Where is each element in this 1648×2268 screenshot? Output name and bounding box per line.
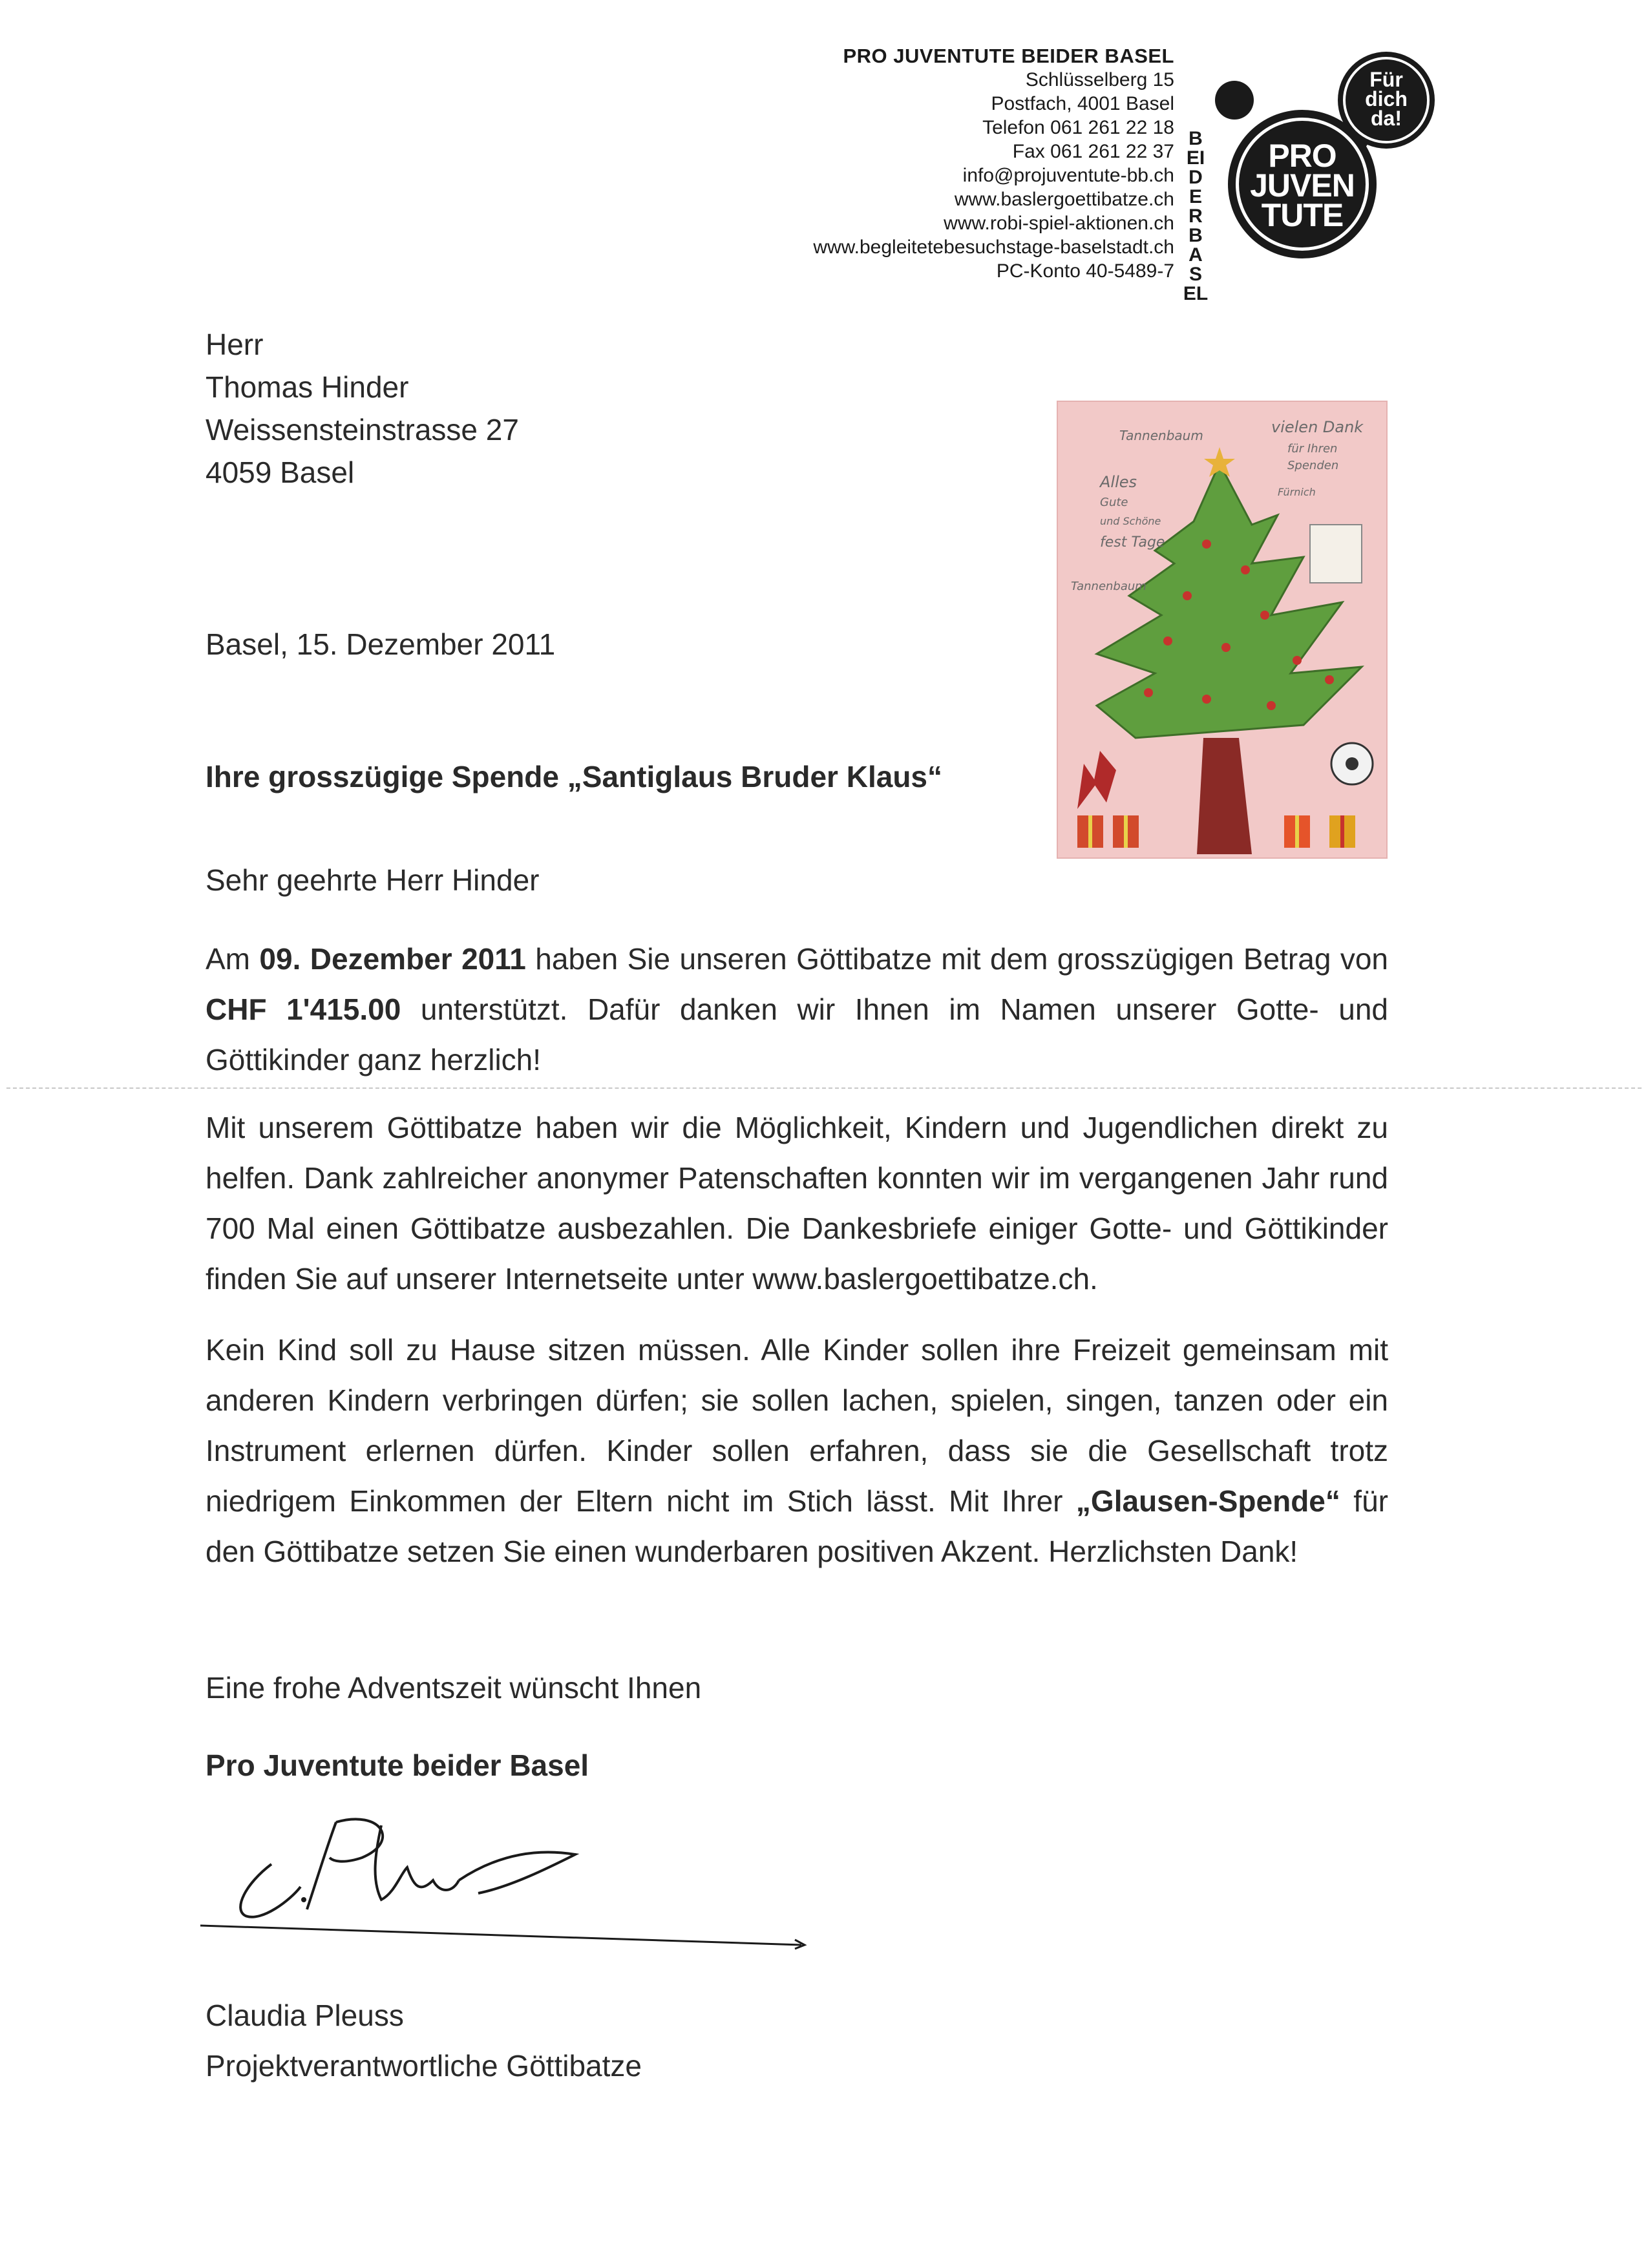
- handwritten-signature: [187, 1796, 834, 1951]
- closing: Eine frohe Adventszeit wünscht Ihnen: [206, 1671, 702, 1705]
- drawing-text: Gute: [1100, 496, 1128, 509]
- drawing-text: Spenden: [1287, 459, 1339, 472]
- letter-date: Basel, 15. Dezember 2011: [206, 627, 556, 661]
- logo-big-line: TUTE: [1261, 197, 1344, 233]
- salutation: Sehr geehrte Herr Hinder: [206, 863, 540, 897]
- address-line: Weissensteinstrasse 27: [206, 413, 519, 446]
- recipient-address: [206, 323, 519, 494]
- letterhead-line: Telefon 061 261 22 18: [982, 117, 1174, 138]
- letterhead-line: www.robi-spiel-aktionen.ch: [944, 213, 1174, 234]
- p1-amount: CHF 1'415.00: [206, 992, 401, 1026]
- letterhead-line: www.baslergoettibatze.ch: [954, 189, 1174, 210]
- logo-side-text: BEIDER BASEL: [1183, 128, 1209, 304]
- logo-small-line: da!: [1371, 107, 1402, 130]
- paragraph-3: [206, 1325, 1388, 1577]
- letterhead-org: PRO JUVENTUTE BEIDER BASEL: [843, 45, 1174, 67]
- signer-block: [206, 1990, 642, 2091]
- letterhead-line: Fax 061 261 22 37: [1012, 141, 1174, 162]
- letterhead-line: info@projuventute-bb.ch: [962, 165, 1174, 186]
- logo-big-line: JUVEN: [1250, 167, 1355, 204]
- p2-text: Mit unserem Göttibatze haben wir die Möglichkeit, Kindern und Jugendlichen direkt zu helfen. Dank zahlreicher anonymer Patenschaften konnten wir im vergangenen Jahr rund 700 Mal einen Göttibatze ausbezahlen. Die Dankesbriefe einiger Gotte- und Göttikinder finden Sie auf unserer Internetseite unter www.baslergoettibatze.ch.: [206, 1111, 1388, 1296]
- pro-juventute-logo: [1183, 39, 1454, 304]
- p1-pre: Am: [206, 942, 260, 976]
- drawing-text: vielen Dank: [1271, 418, 1364, 436]
- logo-big-line: PRO: [1268, 138, 1336, 174]
- logo-small-line: dich: [1365, 87, 1408, 110]
- drawing-text: für Ihren: [1287, 442, 1338, 456]
- drawing-text: Tannenbaum: [1119, 428, 1203, 443]
- letterhead-line: PC-Konto 40-5489-7: [996, 260, 1174, 282]
- tree-foliage: [1097, 463, 1362, 738]
- drawing-text: Alles: [1100, 473, 1137, 491]
- address-line: Thomas Hinder: [206, 370, 409, 404]
- fold-line: [6, 1087, 1642, 1089]
- p1-mid: haben Sie unseren Göttibatze mit dem grosszügigen Betrag von: [525, 942, 1388, 976]
- christmas-tree-drawing: [1057, 401, 1388, 859]
- letterhead-line: Schlüsselberg 15: [1025, 69, 1174, 90]
- p3-post: für den Göttibatze setzen Sie einen wunderbaren positiven Akzent. Herzlichsten Dank!: [206, 1484, 1388, 1568]
- letterhead-line: Postfach, 4001 Basel: [991, 93, 1174, 114]
- sender-org: Pro Juventute beider Basel: [206, 1748, 589, 1782]
- letterhead: [593, 44, 1174, 283]
- address-line: 4059 Basel: [206, 456, 355, 489]
- p3-pre: Kein Kind soll zu Hause sitzen müssen. Alle Kinder sollen ihre Freizeit gemeinsam mit anderen Kindern verbringen dürfen; sie sollen lachen, spielen, singen, tanzen oder ein Instrument erlernen dürfen. Kinder sollen erfahren, dass sie die Gesellschaft trotz niedrigem Einkommen der Eltern nicht im Stich lässt. Mit Ihrer: [206, 1333, 1388, 1518]
- signer-title: Projektverantwortliche Göttibatze: [206, 2049, 642, 2083]
- paragraph-1: [206, 934, 1388, 1085]
- drawing-text: und Schöne: [1100, 515, 1161, 527]
- logo-dot: [1215, 81, 1254, 120]
- p1-post: unterstützt. Dafür danken wir Ihnen im Namen unserer Gotte- und Göttikinder ganz herzlich!: [206, 992, 1388, 1076]
- drawing-text: Fürnich: [1278, 486, 1316, 498]
- paragraph-2: [206, 1102, 1388, 1304]
- signer-name: Claudia Pleuss: [206, 1999, 404, 2032]
- letterhead-line: www.begleitetebesuchstage-baselstadt.ch: [813, 236, 1174, 258]
- p1-date: 09. Dezember 2011: [259, 942, 526, 976]
- logo-big-circle: [1228, 110, 1377, 258]
- drawing-text: fest Tage: [1100, 534, 1165, 551]
- logo-small-line: Für: [1369, 68, 1403, 91]
- address-line: Herr: [206, 328, 264, 361]
- tree-trunk: [1197, 738, 1252, 854]
- letter-subject: Ihre grosszügige Spende „Santiglaus Bruder Klaus“: [206, 760, 943, 793]
- drawing-text: Tannenbaum: [1071, 580, 1146, 593]
- p3-bold: „Glausen-Spende“: [1075, 1484, 1340, 1518]
